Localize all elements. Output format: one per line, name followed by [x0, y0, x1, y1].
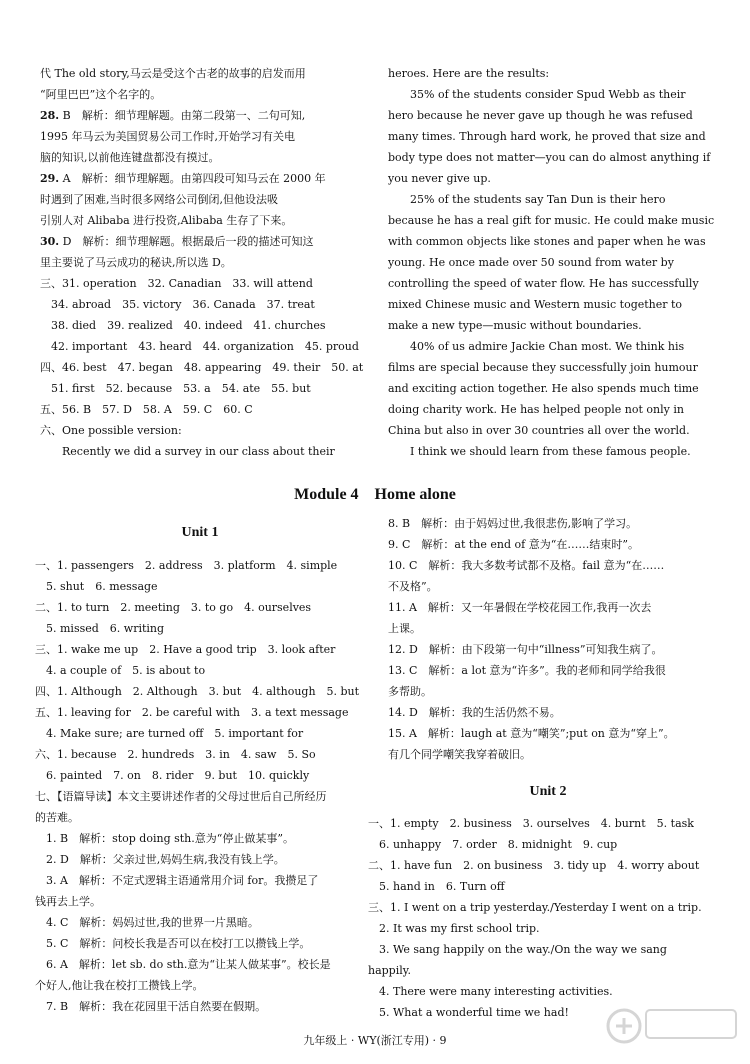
essay-line: China but also in over 30 countries all over the world.	[388, 424, 690, 437]
line-text: 三、31. operation 32. Canadian 33. will attend	[40, 277, 313, 290]
unit1-answer-line: 二、1. to turn 2. meeting 3. to go 4. ourselves	[35, 601, 312, 614]
answer-line	[40, 252, 355, 273]
module-title: Module 4 Home alone	[294, 486, 456, 503]
unit2-right-column	[368, 813, 718, 1023]
line-text: 38. died 39. realized 40. indeed 41. churches	[40, 319, 326, 332]
line-text: 里主要说了马云成功的秘诀,所以选 D。	[40, 256, 232, 269]
line-text: 五、56. B 57. D 58. A 59. C 60. C	[40, 403, 253, 416]
essay-line: I think we should learn from these famous people.	[410, 445, 691, 458]
unit1-answer-line: 四、1. Although 2. Although 3. but 4. although 5. but	[35, 685, 360, 698]
essay-line: make a new type—music without boundaries.	[388, 319, 642, 332]
unit1-answer-line: 不及格”。	[388, 580, 438, 593]
unit1-answer-line: 6. painted 7. on 8. rider 9. but 10. quickly	[35, 769, 310, 782]
watermark-logo	[602, 998, 742, 1058]
line-text: A 解析：细节理解题。由第四段可知马云在 2000 年	[62, 172, 326, 185]
answer-line	[40, 315, 355, 336]
line-text: 脑的知识,以前他连键盘都没有摸过。	[40, 151, 220, 164]
essay-line: many times. Through hard work, he proved that size and	[388, 130, 706, 143]
unit1-answer-line: 3. A 解析：不定式逻辑主语通常用介词 for。我攒足了	[35, 874, 319, 887]
answer-line	[40, 378, 355, 399]
essay-line: 40% of us admire Jackie Chan most. We think his	[410, 340, 685, 353]
unit2-answer-line: 4. There were many interesting activities.	[368, 985, 613, 998]
unit2-answer-line: 3. We sang happily on the way./On the way we sang	[368, 943, 667, 956]
essay-line: hero because he never gave up though he was refused	[388, 109, 693, 122]
unit2-answer-line: 二、1. have fun 2. on business 3. tidy up 4. worry about	[368, 859, 700, 872]
unit1-left-column	[35, 555, 360, 1017]
unit1-answer-line: 14. D 解析：我的生活仍然不易。	[388, 706, 561, 719]
answer-line	[40, 126, 355, 147]
answer-line	[40, 420, 355, 441]
question-number: 30.	[40, 235, 60, 248]
unit1-answer-line: 1. B 解析：stop doing sth.意为“停止做某事”。	[35, 832, 294, 845]
page-footer: 九年级上 · WY(浙江专用) · 9	[303, 1034, 447, 1047]
unit1-answer-line: 七、【语篇导读】本文主要讲述作者的父母过世后自己所经历	[35, 790, 327, 803]
answer-line	[40, 105, 355, 126]
essay-line: heroes. Here are the results:	[388, 67, 550, 80]
essay-line: and exciting action together. He also spends much time	[388, 382, 699, 395]
line-text: 四、46. best 47. began 48. appearing 49. their 50. at	[40, 361, 364, 374]
question-number: 29.	[40, 172, 60, 185]
unit2-answer-line: 6. unhappy 7. order 8. midnight 9. cup	[368, 838, 618, 851]
line-text: 六、One possible version:	[40, 424, 182, 437]
essay-line: 25% of the students say Tan Dun is their hero	[410, 193, 666, 206]
answer-line	[40, 210, 355, 231]
answer-line	[40, 168, 355, 189]
unit1-answer-line: 5. shut 6. message	[35, 580, 158, 593]
essay-line: doing charity work. He has helped people not only in	[388, 403, 684, 416]
unit1-answer-line: 一、1. passengers 2. address 3. platform 4. simple	[35, 559, 338, 572]
essay-line: young. He once made over 50 sound from water by	[388, 256, 674, 269]
answer-line	[40, 147, 355, 168]
unit1-answer-line: 的苦难。	[35, 811, 79, 824]
unit1-answer-line: 有几个同学嘲笑我穿着破旧。	[388, 748, 531, 761]
unit1-answer-line: 4. C 解析：妈妈过世,我的世界一片黑暗。	[35, 916, 259, 929]
line-text: 51. first 52. because 53. a 54. ate 55. but	[40, 382, 311, 395]
line-text: B 解析：细节理解题。由第二段第一、二句可知,	[62, 109, 306, 122]
essay-line: mixed Chinese music and Western music together to	[388, 298, 683, 311]
unit1-answer-line: 13. C 解析：a lot 意为“许多”。我的老师和同学给我很	[388, 664, 666, 677]
unit1-answer-line: 三、1. wake me up 2. Have a good trip 3. look after	[35, 643, 336, 656]
unit1-answer-line: 多帮助。	[388, 685, 432, 698]
unit1-answer-line: 12. D 解析：由下段第一句中“illness”可知我生病了。	[388, 643, 663, 656]
answer-line	[40, 273, 355, 294]
unit1-answer-line: 五、1. leaving for 2. be careful with 3. a text message	[35, 706, 349, 719]
unit2-answer-line: 5. What a wonderful time we had!	[368, 1006, 569, 1019]
answer-line	[40, 84, 355, 105]
essay-line: you never give up.	[388, 172, 491, 185]
line-text: Recently we did a survey in our class about their	[40, 445, 335, 458]
unit1-answer-line: 钱再去上学。	[35, 895, 101, 908]
unit1-answer-line: 7. B 解析：我在花园里干活自然要在假期。	[35, 1000, 267, 1013]
unit1-answer-line: 15. A 解析：laugh at 意为“嘲笑”;put on 意为“穿上”。	[388, 727, 675, 740]
unit1-right-column	[388, 513, 708, 765]
answer-line	[40, 231, 355, 252]
line-text: D 解析：细节理解题。根据最后一段的描述可知这	[62, 235, 314, 248]
unit1-answer-line: 个好人,他让我在校打工攒钱上学。	[35, 979, 204, 992]
unit2-answer-line: 2. It was my first school trip.	[368, 922, 540, 935]
top-right-column	[388, 63, 715, 462]
line-text: “阿里巴巴”这个名字的。	[40, 88, 162, 101]
top-left-column	[40, 63, 364, 462]
essay-line: controlling the speed of water flow. He has successfully	[388, 277, 699, 290]
answer-line	[40, 336, 359, 357]
line-text: 34. abroad 35. victory 36. Canada 37. treat	[40, 298, 315, 311]
answer-line	[40, 357, 364, 378]
unit1-answer-line: 5. C 解析：问校长我是否可以在校打工以攒钱上学。	[35, 937, 311, 950]
unit1-answer-line: 上课。	[388, 622, 421, 635]
unit1-answer-line: 8. B 解析：由于妈妈过世,我很悲伤,影响了学习。	[388, 517, 638, 530]
unit2-answer-line: 三、1. I went on a trip yesterday./Yesterday I went on a trip.	[368, 901, 702, 914]
line-text: 1995 年马云为美国贸易公司工作时,开始学习有关电	[40, 130, 295, 143]
unit1-answer-line: 5. missed 6. writing	[35, 622, 165, 635]
answer-line	[40, 63, 355, 84]
unit2-answer-line: happily.	[368, 964, 412, 977]
answer-line	[40, 399, 355, 420]
unit1-answer-line: 2. D 解析：父亲过世,妈妈生病,我没有钱上学。	[35, 853, 285, 866]
line-text: 时遇到了困难,当时很多网络公司倒闭,但他设法吸	[40, 193, 278, 206]
unit1-answer-line: 六、1. because 2. hundreds 3. in 4. saw 5. So	[35, 748, 316, 761]
essay-line: body type does not matter—you can do almost anything if	[388, 151, 711, 164]
unit1-answer-line: 9. C 解析：at the end of 意为“在……结束时”。	[388, 538, 639, 551]
essay-line: because he has a real gift for music. He could make music	[388, 214, 715, 227]
essay-line: films are special because they successfully join humour	[388, 361, 698, 374]
unit1-answer-line: 10. C 解析：我大多数考试都不及格。fail 意为“在……	[388, 559, 665, 572]
unit2-title: Unit 2	[529, 784, 567, 799]
answer-line	[40, 189, 355, 210]
unit1-answer-line: 6. A 解析：let sb. do sth.意为“让某人做某事”。校长是	[35, 958, 331, 971]
unit1-answer-line: 4. a couple of 5. is about to	[35, 664, 206, 677]
line-text: 引别人对 Alibaba 进行投资,Alibaba 生存了下来。	[40, 214, 293, 227]
answer-line	[40, 294, 355, 315]
unit2-answer-line: 5. hand in 6. Turn off	[368, 880, 505, 893]
unit1-answer-line: 4. Make sure; are turned off 5. important for	[35, 727, 304, 740]
essay-line: with common objects like stones and paper when he was	[388, 235, 706, 248]
essay-line: 35% of the students consider Spud Webb as their	[410, 88, 686, 101]
question-number: 28.	[40, 109, 60, 122]
unit1-answer-line: 11. A 解析：又一年暑假在学校花园工作,我再一次去	[388, 601, 652, 614]
line-text: 代 The old story,马云是受这个古老的故事的启发而用	[40, 67, 306, 80]
answer-line	[40, 441, 355, 462]
unit1-title: Unit 1	[181, 525, 219, 540]
line-text: 42. important 43. heard 44. organization 45. proud	[40, 340, 359, 353]
unit2-answer-line: 一、1. empty 2. business 3. ourselves 4. burnt 5. task	[368, 817, 694, 830]
